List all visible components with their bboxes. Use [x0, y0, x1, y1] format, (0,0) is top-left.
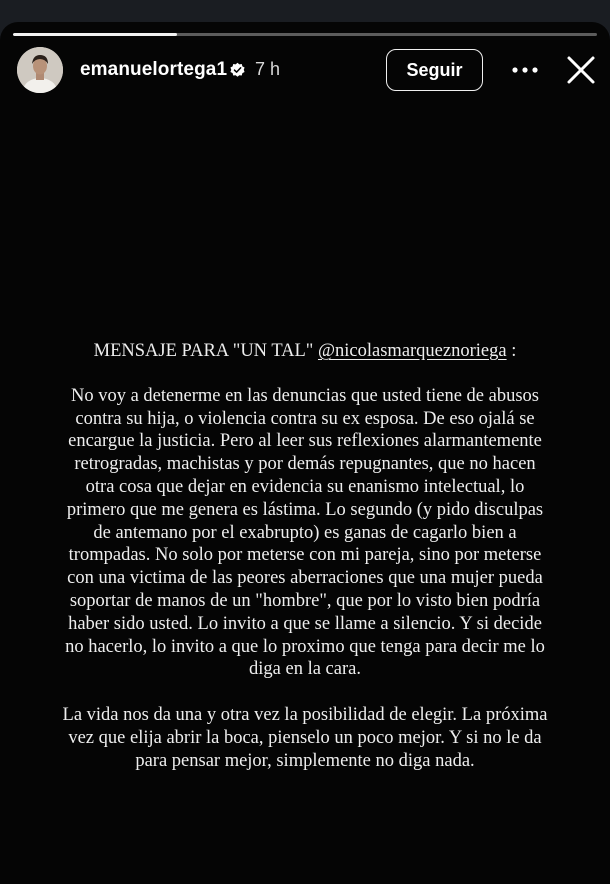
username[interactable]: emanuelortega1 [80, 59, 228, 80]
message-line: trompadas. No solo por meterse con mi pareja, sino por meterse [68, 545, 542, 566]
message-line: no hacerlo, lo invito a que lo proximo que tenga para decir me lo [65, 636, 545, 657]
message-line: haber sido usted. Lo invito a que se llame a silencio. Y si decide [68, 613, 542, 634]
message-line: diga en la cara. [249, 659, 361, 680]
message-heading [0, 340, 610, 363]
story-header [0, 46, 610, 98]
message-paragraph-2 [0, 704, 610, 772]
message-line: encargue la justicia. Pero al leer sus reflexiones alarmantemente [68, 431, 542, 452]
message-line: contra su hija, o violencia contra su ex esposa. De eso ojalá se [75, 408, 535, 429]
close-icon[interactable] [565, 54, 597, 86]
story-viewer[interactable] [0, 22, 610, 884]
follow-button[interactable]: Seguir [386, 49, 483, 91]
message-line: No voy a detenerme en las denuncias que usted tiene de abusos [70, 385, 539, 406]
verified-badge-icon [229, 61, 246, 78]
story-message [0, 340, 610, 796]
message-line: vez que elija abrir la boca, pienselo un poco mejor. Y si no le da [68, 727, 542, 748]
message-line: otra cosa que dejar en evidencia su enanismo intelectual, lo [85, 476, 525, 497]
message-line: para pensar mejor, simplemente no diga nada. [135, 750, 475, 771]
avatar[interactable] [17, 47, 63, 93]
story-progress-bar [13, 33, 597, 36]
message-line: retrogradas, machistas y por demás repugnantes, que no hacen [74, 454, 536, 475]
message-line: primero que me genera es lástima. Lo segundo (y pido disculpas [66, 499, 544, 520]
more-options-icon[interactable] [510, 58, 540, 82]
message-line: de antemano por el exabrupto) es ganas de cagarlo bien a [93, 522, 517, 543]
heading-suffix: : [506, 341, 517, 361]
message-paragraph-1 [0, 385, 610, 681]
story-progress-fill [13, 33, 177, 36]
mention-link[interactable]: @nicolasmarqueznoriega [317, 341, 507, 361]
post-time: 7 h [255, 59, 281, 79]
message-line: con una victima de las peores aberraciones que una mujer pueda [67, 568, 543, 589]
message-line: La vida nos da una y otra vez la posibilidad de elegir. La próxima [62, 705, 548, 726]
heading-prefix: MENSAJE PARA "UN TAL" [93, 341, 318, 361]
message-line: soportar de manos de un "hombre", que por lo visto bien podría [69, 590, 541, 611]
